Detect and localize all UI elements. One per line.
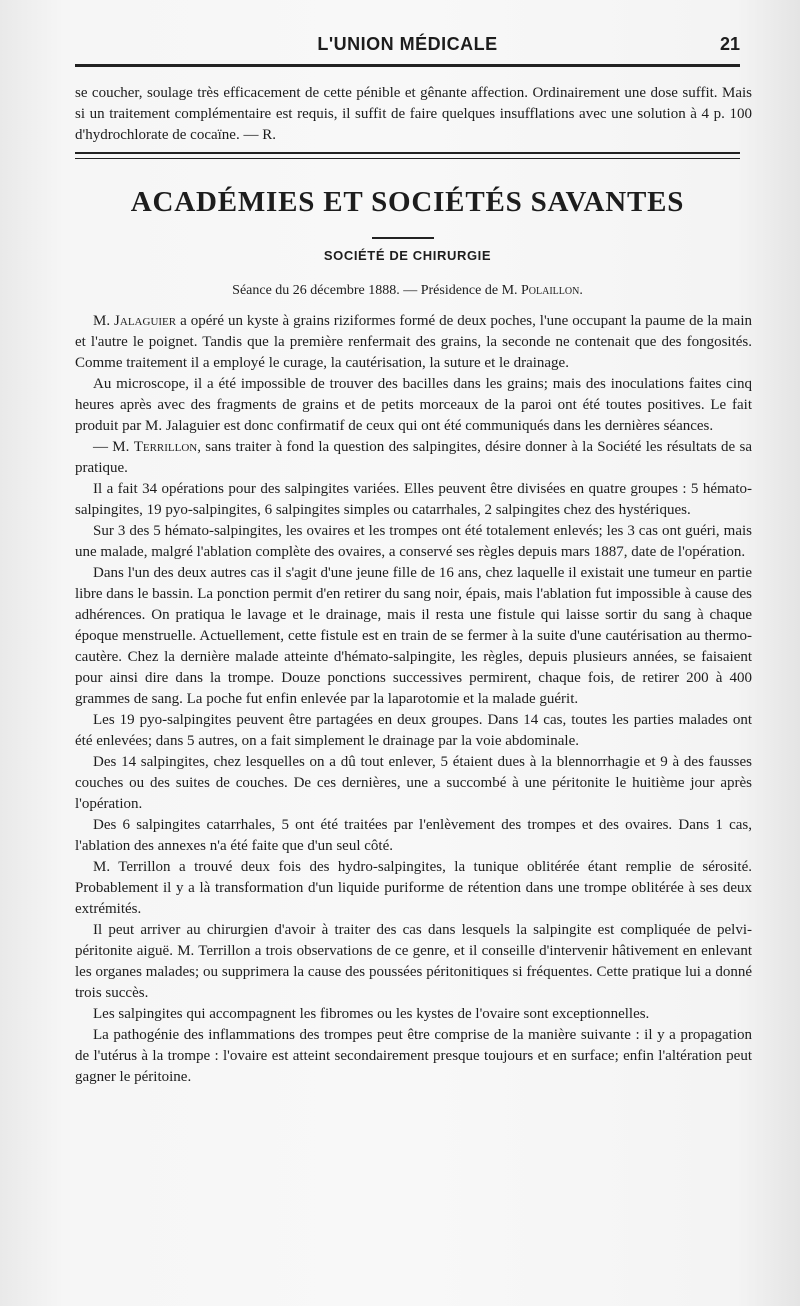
running-head bbox=[75, 30, 740, 64]
session-end: . bbox=[579, 283, 583, 298]
article-body bbox=[75, 311, 752, 1088]
author-name: M. Jalaguier bbox=[93, 313, 177, 329]
paragraph-operations: Il a fait 34 opérations pour des salpingites variées. Elles peuvent être divisées en quatre groupes : 5 hémato-salpingites, 19 pyo-salpingites, 6 salpingites simples ou catarrhales, 2 salpingites chez des hystériques. bbox=[75, 481, 752, 518]
paragraph-text: , sans traiter à fond la question des salpingites, désire donner à la Société les résultats de sa pratique. bbox=[75, 439, 752, 476]
section-title: ACADÉMIES ET SOCIÉTÉS SAVANTES bbox=[130, 186, 685, 218]
president-initial: M. bbox=[501, 283, 522, 298]
paragraph-blennorrhagie: Des 14 salpingites, chez lesquelles on a dû tout enlever, 5 étaient dues à la blennorrhagie et 9 à des fausses couches ou des suites de couches. De ces dernières, une a succombé à une péritonite le huitième jour après l'opération. bbox=[75, 754, 752, 812]
society-heading: SOCIÉTÉ DE CHIRURGIE bbox=[323, 248, 492, 263]
paragraph-hemato: Sur 3 des 5 hémato-salpingites, les ovaires et les trompes ont été totalement enlevés; les 3 cas ont guéri, mais une malade, malgré l'ablation complète des ovaires, a conservé ses règles depuis mars 1887, date de l'opération. bbox=[75, 523, 752, 560]
title-underline bbox=[372, 237, 434, 239]
paragraph-jeune-fille: Dans l'un des deux autres cas il s'agit d'une jeune fille de 16 ans, chez laquelle il existait une tumeur en partie libre dans le bassin. La ponction permit d'en retirer du sang noir, épais, mais l'ablation fut impossible à cause des adhérences. On pratiqua le lavage et le drainage, mais il resta une fistule qui laisse sortir du sang à chaque époque menstruelle. Actuellement, cette fistule est en train de se fermer à la suite d'une cautérisation au thermo-cautère. Chez la dernière malade atteinte d'hémato-salpingite, les règles, depuis plusieurs années, se faisaient pour ainsi dire dans la trompe. Douze ponctions successives permirent, chaque fois, de retirer 200 à 400 grammes de sang. La poche fut enfin enlevée par la laparotomie et la malade guérit. bbox=[75, 565, 752, 707]
paragraph-terrillon bbox=[75, 437, 752, 479]
paragraph-pathogenie: La pathogénie des inflammations des trompes peut être comprise de la manière suivante : il y a propagation de l'utérus à la trompe : l'ovaire est atteint secondairement presque toujours et en surface; enfin l'altération peut gagner le péritoine. bbox=[75, 1027, 752, 1085]
paragraph-pyo: Les 19 pyo-salpingites peuvent être partagées en deux groupes. Dans 14 cas, toutes les parties malades ont été enlevées; dans 5 autres, on a fait simplement le drainage par la voie abdominale. bbox=[75, 712, 752, 749]
paragraph-fibromes: Les salpingites qui accompagnent les fibromes ou les kystes de l'ovaire sont exceptionnelles. bbox=[93, 1006, 650, 1022]
paragraph-microscope: Au microscope, il a été impossible de trouver des bacilles dans les grains; mais des inoculations faites cinq heures après avec des fragments de grains et de petits morceaux de la paroi ont été toutes positives. Le fait produit par M. Jalaguier est donc confirmatif de ceux qui ont été communiqués dans les dernières séances. bbox=[75, 376, 752, 434]
running-title: L'UNION MÉDICALE bbox=[317, 34, 498, 54]
paragraph-text: a opéré un kyste à grains riziformes formé de deux poches, l'une occupant la paume de la main et l'autre le poignet. Tandis que la première renfermait des grains, la seconde ne contenait que des fongosités. Comme traitement il a employé le curage, la cautérisation, la suture et le drainage. bbox=[75, 313, 753, 371]
section-divider bbox=[75, 152, 740, 159]
paragraph-hydro: M. Terrillon a trouvé deux fois des hydro-salpingites, la tunique oblitérée étant remplie de sérosité. Probablement il y a là transformation d'un liquide puriforme de rétention dans une trompe oblitérée à ses deux extrémités. bbox=[75, 859, 752, 917]
header-rule bbox=[75, 64, 740, 67]
dash-prefix: — M. bbox=[93, 439, 134, 455]
president-name: Polaillon bbox=[521, 283, 580, 298]
intro-text bbox=[75, 83, 752, 146]
page-number: 21 bbox=[719, 34, 740, 54]
paragraph-catarrhales: Des 6 salpingites catarrhales, 5 ont été traitées par l'enlèvement des trompes et des ovaires. Dans 1 cas, l'ablation des annexes n'a été faite que d'un seul côté. bbox=[75, 817, 752, 854]
paragraph-pelvi-peritonite: Il peut arriver au chirurgien d'avoir à traiter des cas dans lesquels la salpingite est compliquée de pelvi-péritonite aiguë. M. Terrillon a trois observations de ce genre, et il conseille d'intervenir hâtivement en enlevant les organes malades; ou supprimera la cause des poussées péritonitiques si fréquentes. Cette pratique lui a donné trois succès. bbox=[75, 922, 752, 1001]
session-line bbox=[75, 283, 740, 299]
author-name: Terrillon bbox=[133, 439, 198, 455]
paragraph-jalaguier bbox=[75, 311, 752, 374]
session-date: Séance du 26 décembre 1888. — Présidence de bbox=[232, 283, 502, 298]
intro-paragraph: se coucher, soulage très efficacement de cette pénible et gênante affection. Ordinairement une dose suffit. Mais si un traitement complémentaire est requis, il suffit de faire quelques insufflations avec une solution à 4 p. 100 d'hydrochlorate de cocaïne. — R. bbox=[75, 85, 752, 143]
